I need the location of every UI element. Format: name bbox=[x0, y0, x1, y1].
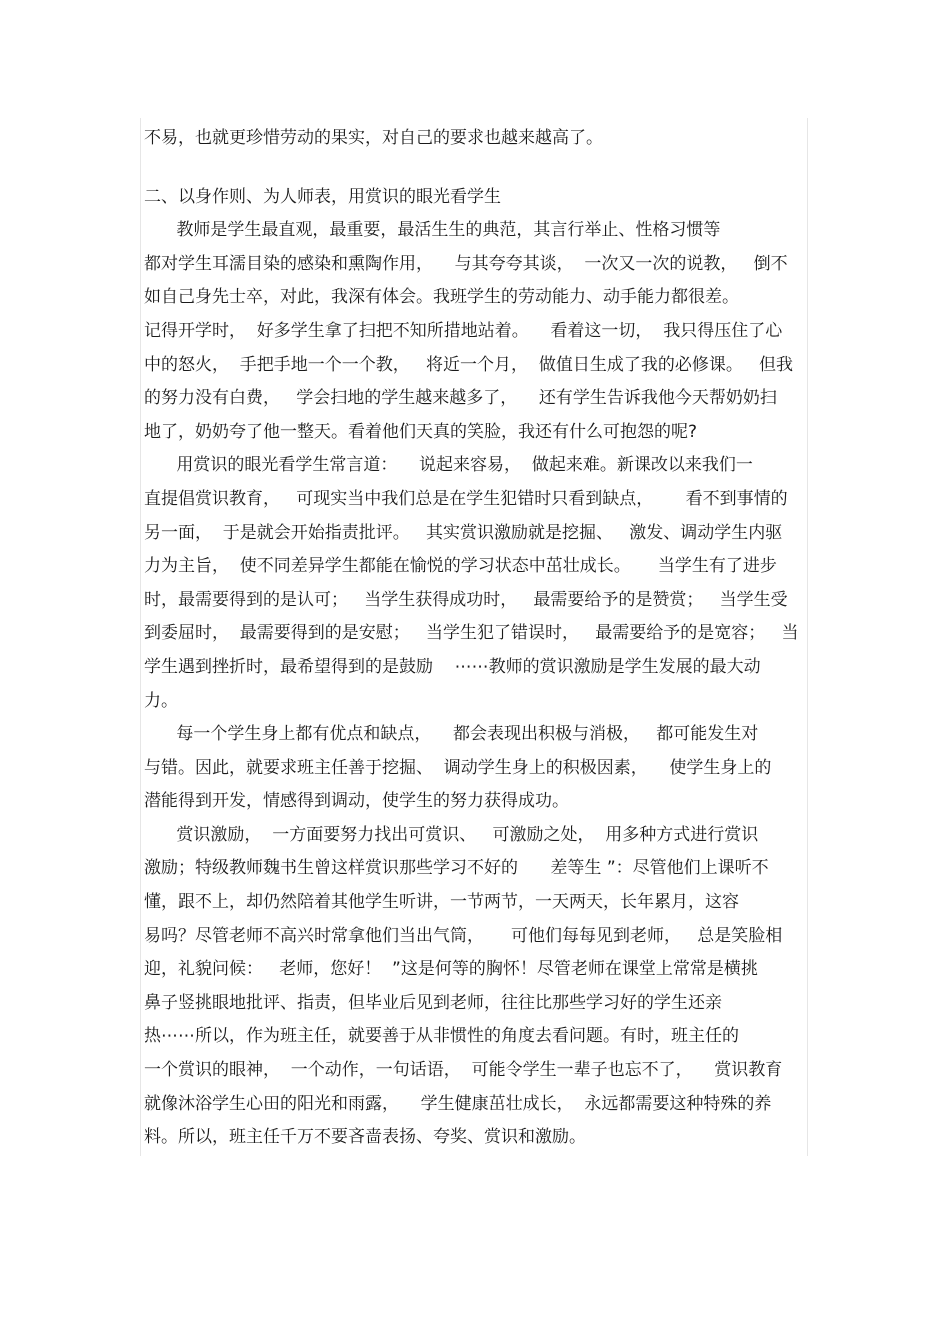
text-line: 就像沐浴学生心田的阳光和雨露， 学生健康茁壮成长， 永远都需要这种特殊的养 bbox=[144, 1093, 772, 1114]
text-line: 直提倡赏识教育， 可现实当中我们总是在学生犯错时只看到缺点， 看不到事情的 bbox=[144, 488, 788, 509]
text-line: 热⋯⋯所以，作为班主任，就要善于从非惯性的角度去看问题。有时，班主任的 bbox=[144, 1026, 739, 1047]
document-body bbox=[144, 122, 808, 1155]
paragraph-gap bbox=[144, 156, 808, 181]
text-line: 都对学生耳濡目染的感染和熏陶作用， 与其夸夸其谈， 一次又一次的说教， 倒不 bbox=[144, 253, 788, 274]
text-line: 与错。因此，就要求班主任善于挖掘、 调动学生身上的积极因素， 使学生身上的 bbox=[144, 757, 772, 778]
text-line: 料。所以，班主任千万不要吝啬表扬、夸奖、赏识和激励。 bbox=[144, 1127, 586, 1148]
text-line: 如自己身先士卒，对此，我深有体会。我班学生的劳动能力、动手能力都很差。 bbox=[144, 287, 739, 308]
intro-line: 不易，也就更珍惜劳动的果实，对自己的要求也越来越高了。 bbox=[144, 128, 603, 148]
text-line: 易吗？尽管老师不高兴时常拿他们当出气筒， 可他们每每见到老师， 总是笑脸相 bbox=[144, 925, 783, 946]
text-line: 中的怒火， 手把手地一个一个教， 将近一个月， 做值日生成了我的必修课。 但我 bbox=[144, 354, 794, 375]
text-line: 鼻子竖挑眼地批评、指责，但毕业后见到老师，往往比那些学习好的学生还亲 bbox=[144, 992, 722, 1013]
text-line: 时，最需要得到的是认可； 当学生获得成功时， 最需要给予的是赞赏； 当学生受 bbox=[144, 589, 788, 610]
text-line: 潜能得到开发，情感得到调动，使学生的努力获得成功。 bbox=[144, 791, 569, 812]
text-line: 到委屈时， 最需要得到的是安慰； 当学生犯了错误时， 最需要给予的是宽容； 当 bbox=[144, 623, 799, 644]
text-line: 的努力没有白费， 学会扫地的学生越来越多了， 还有学生告诉我他今天帮奶奶扫 bbox=[144, 388, 777, 409]
text-line: 力为主旨， 使不同差异学生都能在愉悦的学习状态中茁壮成长。 当学生有了进步 bbox=[144, 556, 777, 577]
text-line: 力。 bbox=[144, 690, 178, 711]
text-line: 用赏识的眼光看学生常言道： 说起来容易， 做起来难。新课改以来我们一 bbox=[144, 455, 753, 476]
text-line: 每一个学生身上都有优点和缺点， 都会表现出积极与消极， 都可能发生对 bbox=[144, 724, 759, 745]
text-line: 学生遇到挫折时，最希望得到的是鼓励 ⋯⋯教师的赏识激励是学生发展的最大动 bbox=[144, 656, 761, 677]
section-heading: 二、以身作则、为人师表，用赏识的眼光看学生 bbox=[144, 186, 501, 207]
text-line: 教师是学生最直观，最重要，最活生生的典范，其言行举止、性格习惯等 bbox=[144, 220, 721, 241]
text-line: 地了，奶奶夸了他一整天。看着他们天真的笑脸，我还有什么可抱怨的呢? bbox=[144, 421, 698, 442]
text-line: 激励；特级教师魏书生曾这样赏识那些学习不好的 差等生 ”：尽管他们上课听不 bbox=[144, 858, 769, 879]
text-line: 懂，跟不上，却仍然陪着其他学生听讲，一节两节，一天两天，长年累月，这容 bbox=[144, 892, 739, 913]
text-line: 另一面， 于是就会开始指责批评。 其实赏识激励就是挖掘、 激发、调动学生内驱 bbox=[144, 522, 783, 543]
text-line: 迎，礼貌问候： 老师，您好！ ”这是何等的胸怀！尽管老师在课堂上常常是横挑 bbox=[144, 959, 758, 980]
text-line: 赏识激励， 一方面要努力找出可赏识、 可激励之处， 用多种方式进行赏识 bbox=[144, 824, 759, 845]
text-line: 一个赏识的眼神， 一个动作，一句话语， 可能令学生一辈子也忘不了， 赏识教育 bbox=[144, 1060, 783, 1081]
text-line: 记得开学时， 好多学生拿了扫把不知所措地站着。 看着这一切， 我只得压住了心 bbox=[144, 320, 783, 341]
